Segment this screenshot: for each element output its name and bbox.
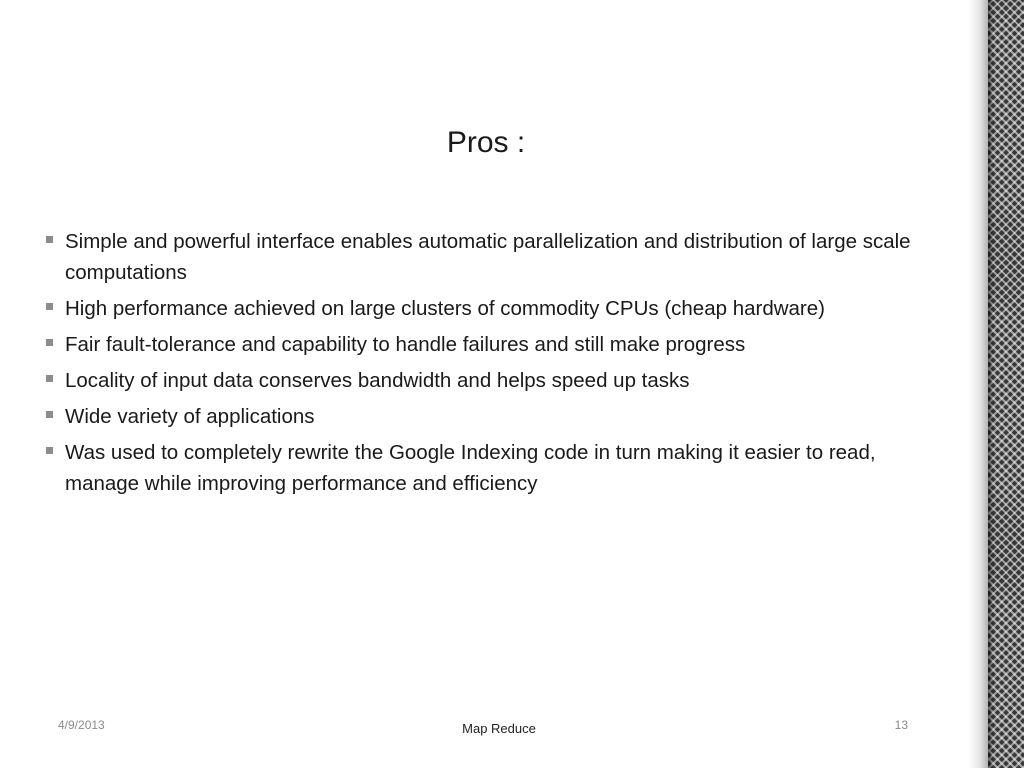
bullet-text: Was used to completely rewrite the Google Indexing code in turn making it easier to read, manage while improving performance and efficiency bbox=[65, 441, 876, 495]
slide-shadow-edge bbox=[968, 0, 990, 768]
footer-title: Map Reduce bbox=[462, 721, 536, 736]
footer-date: 4/9/2013 bbox=[58, 718, 105, 732]
square-bullet-icon bbox=[46, 236, 53, 243]
slide-title: Pros : bbox=[446, 126, 526, 159]
square-bullet-icon bbox=[46, 411, 53, 418]
page-number: 13 bbox=[894, 718, 908, 732]
bullet-item bbox=[44, 365, 916, 396]
bullet-text: Simple and powerful interface enables automatic parallelization and distribution of large scale computations bbox=[65, 230, 911, 284]
bullet-text: Wide variety of applications bbox=[65, 405, 315, 428]
bullet-text: Locality of input data conserves bandwidth and helps speed up tasks bbox=[65, 369, 690, 392]
bullet-item bbox=[44, 226, 916, 288]
decorative-side-strip bbox=[988, 0, 1024, 768]
square-bullet-icon bbox=[46, 339, 53, 346]
square-bullet-icon bbox=[46, 303, 53, 310]
bullet-text: High performance achieved on large clusters of commodity CPUs (cheap hardware) bbox=[65, 297, 825, 320]
bullet-item bbox=[44, 437, 916, 499]
bullet-item bbox=[44, 329, 916, 360]
bullet-item bbox=[44, 401, 916, 432]
bullet-text: Fair fault-tolerance and capability to handle failures and still make progress bbox=[65, 333, 746, 356]
square-bullet-icon bbox=[46, 375, 53, 382]
bullet-list bbox=[44, 226, 916, 504]
square-bullet-icon bbox=[46, 447, 53, 454]
bullet-item bbox=[44, 293, 916, 324]
